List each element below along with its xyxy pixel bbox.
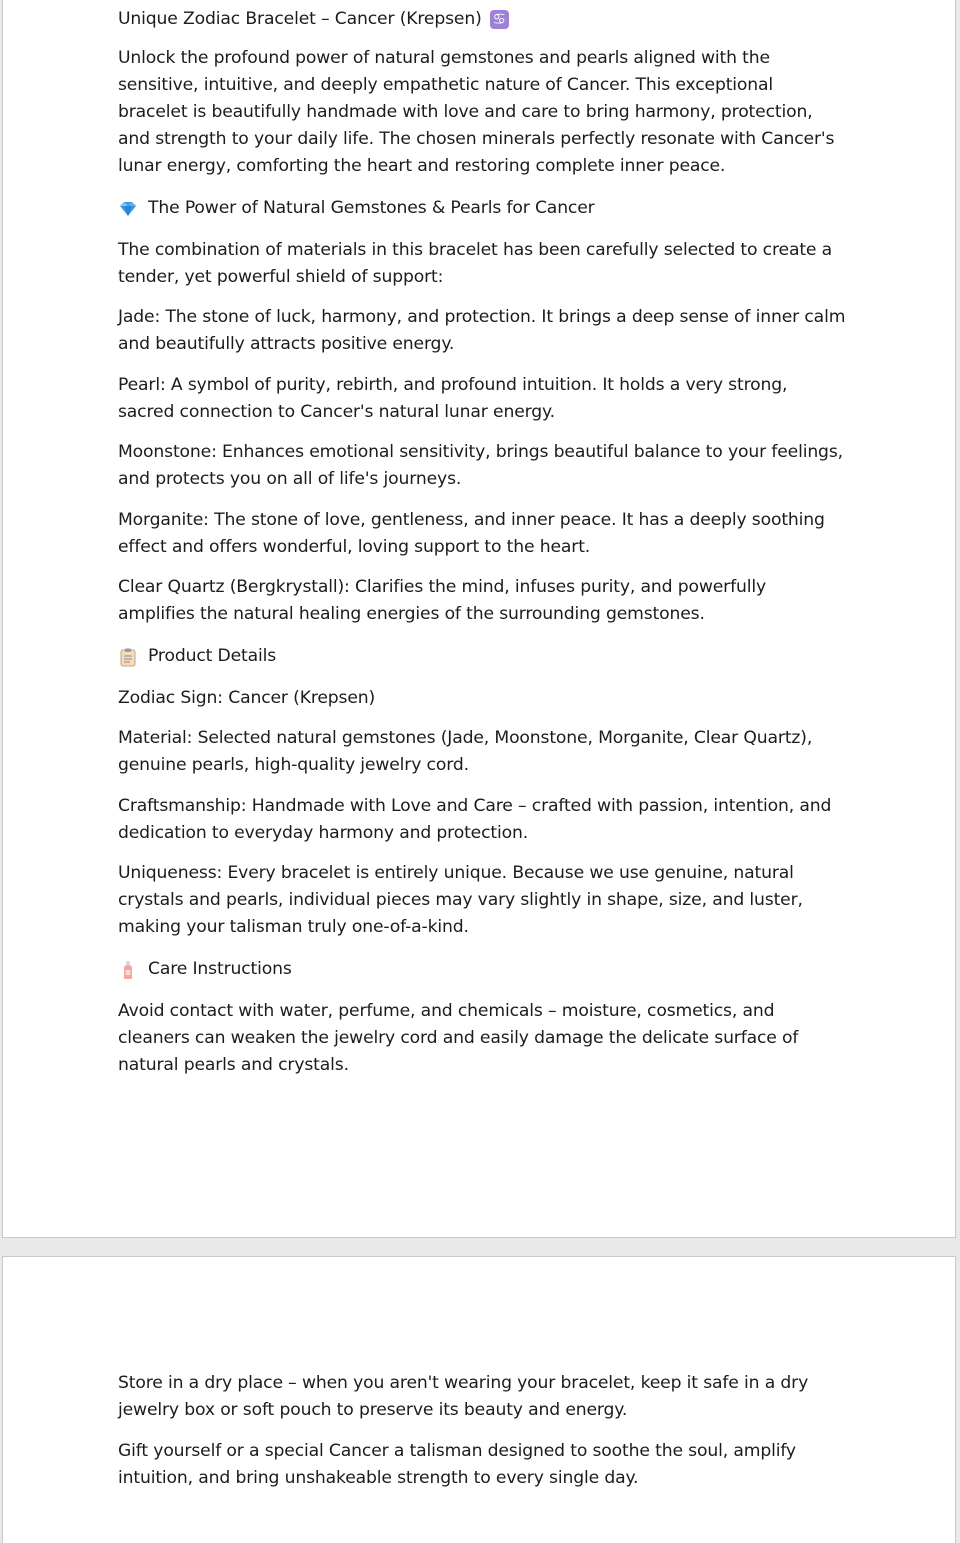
care-heading-text: Care Instructions	[148, 959, 292, 979]
gemstone-item-morganite: Morganite: The stone of love, gentleness, and inner peace. It has a deeply soothing effect and offers wonderful, loving support to the heart.	[118, 509, 825, 557]
gift-paragraph: Gift yourself or a special Cancer a talisman designed to soothe the soul, amplify intuition, and bring unshakeable strength to every single day.	[118, 1440, 796, 1488]
gem-icon	[118, 199, 138, 219]
document-page-2	[2, 1256, 956, 1543]
care-item-store-dry: Store in a dry place – when you aren't wearing your bracelet, keep it safe in a dry jewelry box or soft pouch to preserve its beauty and energy.	[118, 1373, 809, 1420]
gemstone-item-pearl: Pearl: A symbol of purity, rebirth, and profound intuition. It holds a very strong, sacred connection to Cancer's natural lunar energy.	[118, 374, 788, 422]
gemstone-item-jade: Jade: The stone of luck, harmony, and protection. It brings a deep sense of inner calm and beautifully attracts positive energy.	[118, 307, 846, 354]
cancer-zodiac-icon: ♋	[490, 10, 509, 29]
page-1-content	[118, 4, 846, 1092]
care-item-avoid-contact: Avoid contact with water, perfume, and chemicals – moisture, cosmetics, and cleaners can weaken the jewelry cord and easily damage the delicate surface of natural pearls and crystals.	[118, 1000, 799, 1075]
page-2-content	[118, 1370, 846, 1505]
details-heading-text: Product Details	[148, 646, 277, 666]
product-title: Unique Zodiac Bracelet – Cancer (Krepsen)	[118, 8, 482, 29]
clipboard-icon	[118, 647, 138, 667]
gemstone-item-clear-quartz: Clear Quartz (Bergkrystall): Clarifies the mind, infuses purity, and powerfully amplifies the natural healing energies of the surrounding gemstones.	[118, 577, 766, 624]
power-heading-text: The Power of Natural Gemstones & Pearls for Cancer	[148, 198, 595, 218]
gemstone-item-moonstone: Moonstone: Enhances emotional sensitivity, brings beautiful balance to your feelings, and protects you on all of life's journeys.	[118, 442, 843, 489]
product-title-line	[118, 4, 846, 34]
power-intro: The combination of materials in this bracelet has been carefully selected to create a tender, yet powerful shield of support:	[118, 239, 833, 287]
detail-zodiac-sign: Zodiac Sign: Cancer (Krepsen)	[118, 687, 376, 708]
document-page-1	[2, 0, 956, 1238]
detail-material: Material: Selected natural gemstones (Jade, Moonstone, Morganite, Clear Quartz), genuine pearls, high-quality jewelry cord.	[118, 728, 813, 775]
details-section-heading	[118, 642, 846, 672]
detail-uniqueness: Uniqueness: Every bracelet is entirely unique. Because we use genuine, natural crystals and pearls, individual pieces may vary slightly in shape, size, and luster, making your talisman truly one-of-a-kind.	[118, 863, 803, 937]
detail-craftsmanship: Craftsmanship: Handmade with Love and Care – crafted with passion, intention, and dedication to everyday harmony and protection.	[118, 795, 832, 843]
intro-paragraph: Unlock the profound power of natural gemstones and pearls aligned with the sensitive, intuitive, and deeply empathetic nature of Cancer. This exceptional bracelet is beautifully handmade with love and care to bring harmony, protection, and strength to your daily life. The chosen minerals perfectly resonate with Cancer's lunar energy, comforting the heart and restoring complete inner peace.	[118, 48, 835, 176]
lotion-bottle-icon	[118, 960, 138, 980]
care-section-heading	[118, 955, 846, 985]
power-section-heading	[118, 194, 846, 224]
